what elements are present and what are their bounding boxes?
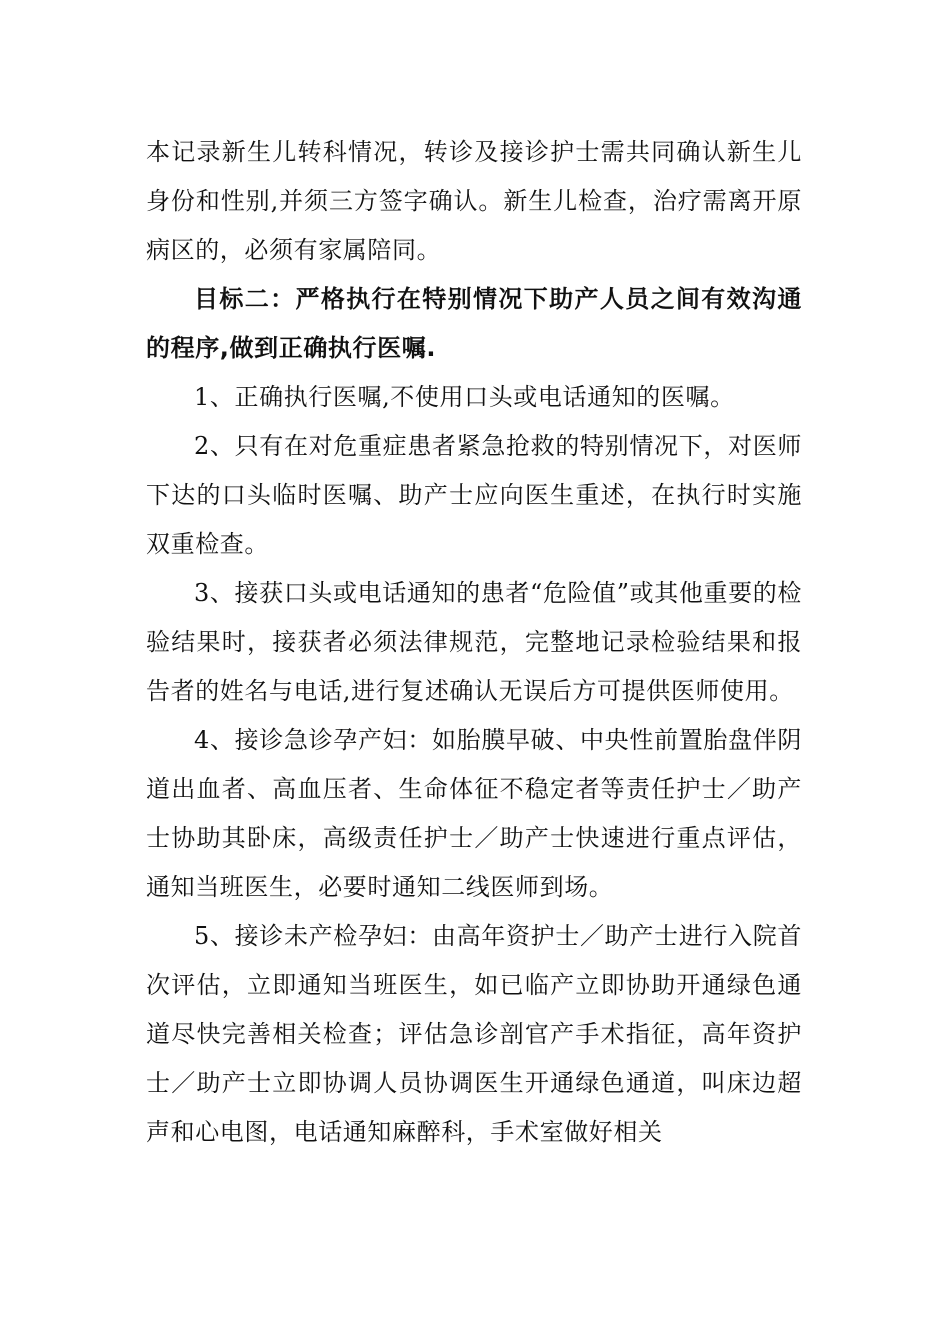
document-body bbox=[146, 128, 802, 1157]
list-item-5: 5、接诊未产检孕妇：由高年资护士／助产士进行入院首次评估，立即通知当班医生，如已临产立即协助开通绿色通道尽快完善相关检查；评估急诊剖官产手术指征，高年资护士／助产士立即协调人员协调医生开通绿色通道，叫床边超声和心电图，电话通知麻醉科，手术室做好相关 bbox=[146, 922, 802, 1146]
paragraph-continued: 本记录新生儿转科情况，转诊及接诊护士需共同确认新生儿身份和性别,并须三方签字确认。新生儿检查，治疗需离开原病区的，必须有家属陪同。 bbox=[146, 138, 802, 264]
list-item-4: 4、接诊急诊孕产妇：如胎膜早破、中央性前置胎盘伴阴道出血者、高血压者、生命体征不稳定者等责任护士／助产士协助其卧床，高级责任护士／助产士快速进行重点评估，通知当班医生，必要时通知二线医师到场。 bbox=[146, 726, 802, 901]
list-item-2: 2、只有在对危重症患者紧急抢救的特别情况下，对医师下达的口头临时医嘱、助产士应向医生重述，在执行时实施双重检查。 bbox=[146, 432, 802, 558]
list-item-3: 3、接获口头或电话通知的患者“危险值”或其他重要的检验结果时，接获者必须法律规范，完整地记录检验结果和报告者的姓名与电话,进行复述确认无误后方可提供医师使用。 bbox=[146, 579, 802, 705]
list-item-1: 1、正确执行医嘱,不使用口头或电话通知的医嘱。 bbox=[194, 383, 735, 411]
goal-two-heading: 目标二：严格执行在特别情况下助产人员之间有效沟通的程序,做到正确执行医嘱. bbox=[146, 285, 802, 362]
